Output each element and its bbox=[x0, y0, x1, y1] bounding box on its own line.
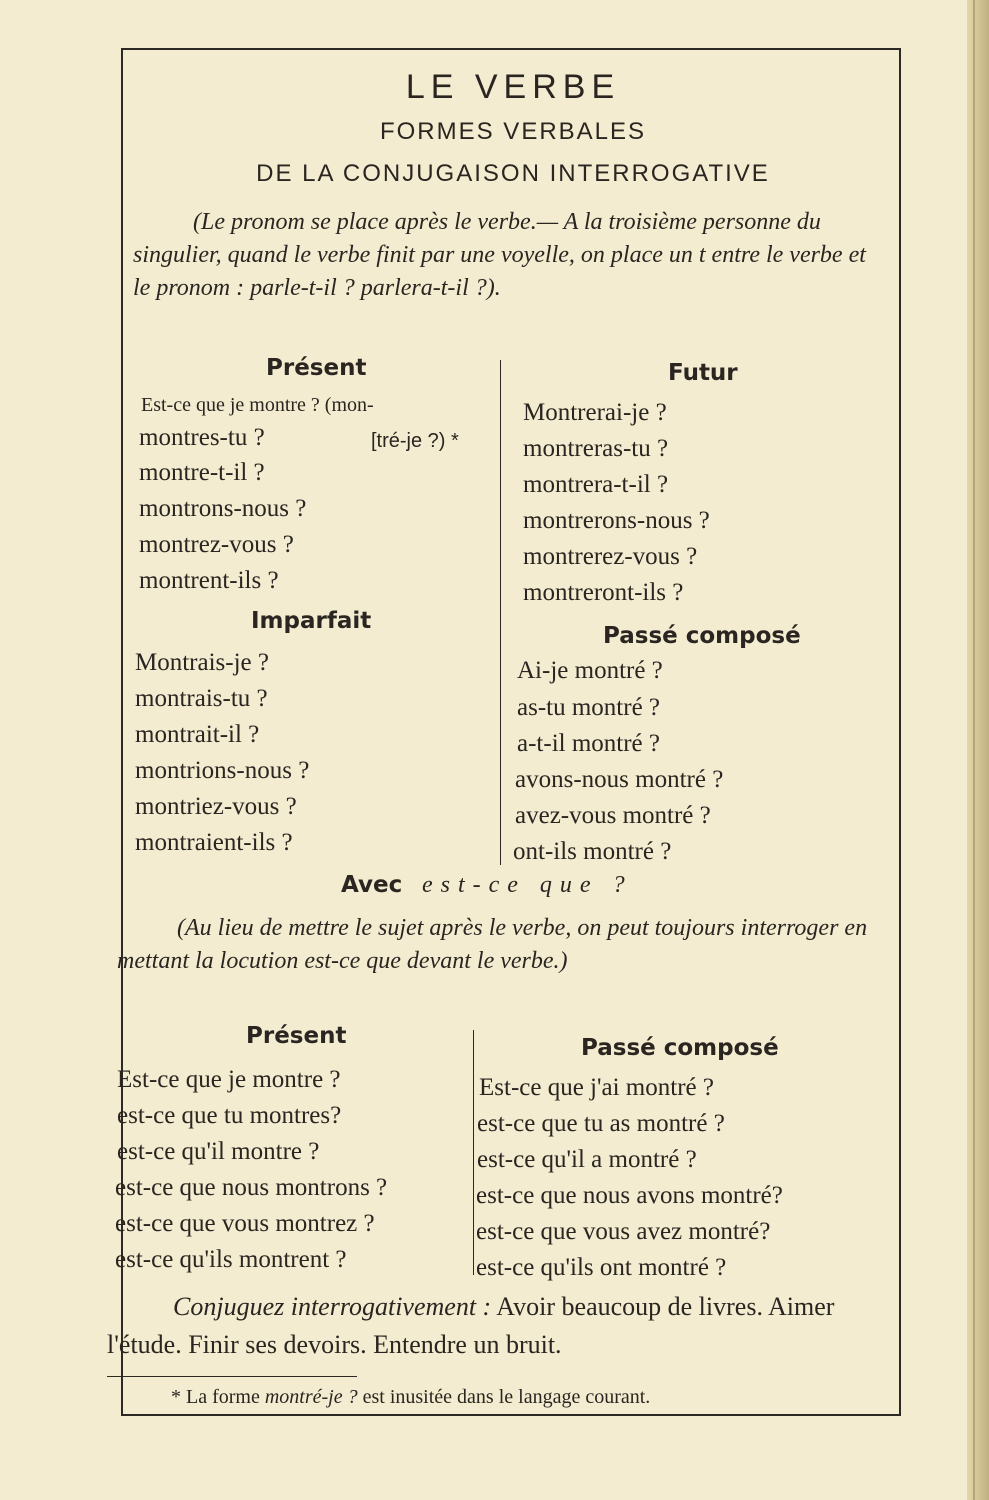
estceque-passe-line-1: Est-ce que j'ai montré ? bbox=[479, 1074, 714, 1101]
estceque-passe-line-3: est-ce qu'il a montré ? bbox=[477, 1146, 697, 1173]
estceque-heading-word: est-ce que ? bbox=[421, 872, 633, 898]
estceque-present-line-3: est-ce qu'il montre ? bbox=[117, 1138, 320, 1165]
futur-line-3: montrera-t-il ? bbox=[523, 471, 669, 498]
passe-line-5: avez-vous montré ? bbox=[515, 802, 711, 829]
estceque-note: (Au lieu de mettre le sujet après le verbe, on peut toujours interroger en mettant la locution est-ce que devant le verbe.) bbox=[117, 915, 868, 974]
exercise-text: Avoir beaucoup de livres. Aimer l'étude. Finir ses devoirs. Entendre un bruit. bbox=[107, 1292, 835, 1359]
estceque-passe-line-2: est-ce que tu as montré ? bbox=[477, 1110, 725, 1137]
present-line-3: montre-t-il ? bbox=[139, 459, 265, 486]
heading-present: Présent bbox=[266, 355, 367, 381]
footnote-star: * bbox=[171, 1386, 181, 1408]
estceque-passe-line-5: est-ce que vous avez montré? bbox=[476, 1218, 771, 1245]
page-edge bbox=[967, 0, 989, 1500]
present-line-6: montrent-ils ? bbox=[139, 567, 279, 594]
passe-line-6: ont-ils montré ? bbox=[513, 838, 672, 865]
estceque-passe-heading: Passé composé bbox=[581, 1035, 779, 1061]
footnote-form: montré-je ? bbox=[264, 1386, 358, 1408]
imparfait-line-1: Montrais-je ? bbox=[135, 649, 269, 676]
futur-line-4: montrerons-nous ? bbox=[523, 507, 710, 534]
passe-line-4: avons-nous montré ? bbox=[515, 766, 724, 793]
imparfait-line-6: montraient-ils ? bbox=[135, 829, 293, 856]
imparfait-line-5: montriez-vous ? bbox=[135, 793, 297, 820]
passe-line-2: as-tu montré ? bbox=[517, 694, 661, 721]
present-line-2: montres-tu ? bbox=[139, 424, 265, 451]
estceque-heading-prefix: Avec bbox=[341, 872, 403, 898]
estceque-present-line-6: est-ce qu'ils montrent ? bbox=[115, 1246, 347, 1273]
subtitle-formes: FORMES VERBALES bbox=[379, 118, 647, 145]
futur-line-6: montreront-ils ? bbox=[523, 579, 684, 606]
heading-passe-compose: Passé composé bbox=[603, 623, 801, 649]
estceque-present-line-2: est-ce que tu montres? bbox=[117, 1102, 342, 1129]
estceque-present-line-5: est-ce que vous montrez ? bbox=[115, 1210, 375, 1237]
heading-imparfait: Imparfait bbox=[251, 608, 372, 634]
estceque-heading bbox=[341, 872, 633, 899]
imparfait-line-4: montrions-nous ? bbox=[135, 757, 310, 784]
footnote bbox=[171, 1386, 650, 1409]
column-divider-top bbox=[500, 360, 501, 865]
page-title: LE VERBE bbox=[405, 68, 621, 106]
heading-futur: Futur bbox=[668, 360, 738, 386]
column-divider-bottom bbox=[473, 1030, 474, 1275]
footnote-rule bbox=[107, 1376, 357, 1377]
estceque-passe-line-6: est-ce qu'ils ont montré ? bbox=[476, 1254, 727, 1281]
subtitle-conjugaison: DE LA CONJUGAISON INTERROGATIVE bbox=[256, 160, 770, 187]
passe-line-3: a-t-il montré ? bbox=[517, 730, 660, 757]
footnote-after: est inusitée dans le langage courant. bbox=[362, 1386, 651, 1408]
estceque-present-heading: Présent bbox=[246, 1023, 347, 1049]
futur-line-1: Montrerai-je ? bbox=[523, 399, 667, 426]
imparfait-line-2: montrais-tu ? bbox=[135, 685, 268, 712]
estceque-passe-line-4: est-ce que nous avons montré? bbox=[476, 1182, 783, 1209]
passe-line-1: Ai-je montré ? bbox=[517, 657, 663, 684]
imparfait-line-3: montrait-il ? bbox=[135, 721, 260, 748]
intro-note: (Le pronom se place après le verbe.— A la troisième personne du singulier, quand le verbe finit par une voyelle, on place un t entre le verbe et le pronom : parle-t-il ? parlera-t-il ?). bbox=[133, 209, 866, 301]
present-line-1: Est-ce que je montre ? (mon- bbox=[141, 394, 374, 416]
content-frame bbox=[107, 48, 901, 1416]
footnote-before: La forme bbox=[186, 1386, 260, 1408]
futur-line-5: montrerez-vous ? bbox=[523, 543, 698, 570]
futur-line-2: montreras-tu ? bbox=[523, 435, 669, 462]
estceque-present-line-1: Est-ce que je montre ? bbox=[117, 1066, 341, 1093]
present-aside: [tré-je ?) * bbox=[371, 430, 459, 452]
exercise bbox=[107, 1288, 869, 1364]
present-line-5: montrez-vous ? bbox=[139, 531, 294, 558]
exercise-label: Conjuguez interrogativement : bbox=[173, 1292, 492, 1321]
estceque-present-line-4: est-ce que nous montrons ? bbox=[115, 1174, 388, 1201]
present-line-4: montrons-nous ? bbox=[139, 495, 307, 522]
